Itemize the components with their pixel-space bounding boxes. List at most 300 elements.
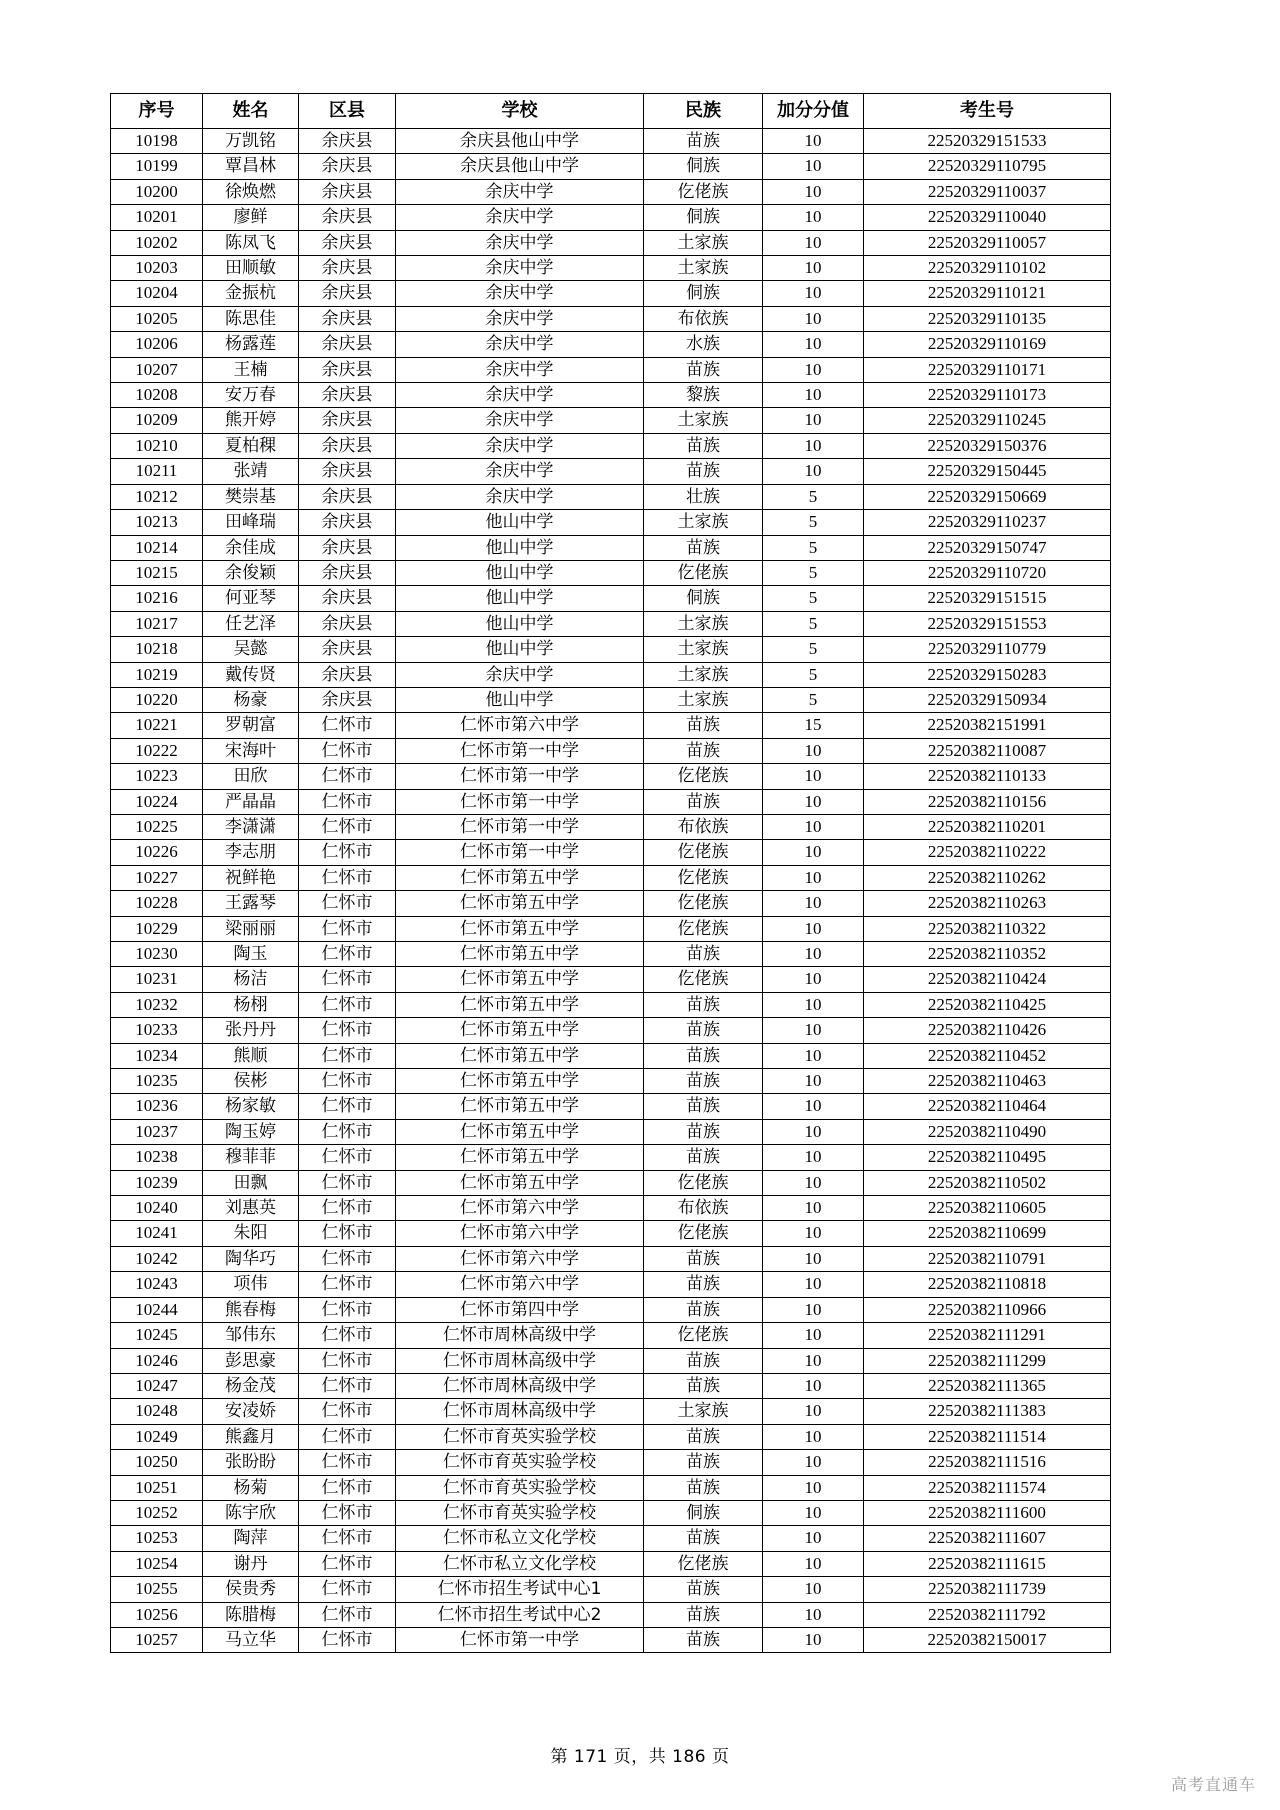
table-row [111, 1119, 1111, 1144]
cell-name: 李志朋 [203, 840, 299, 865]
cell-exam-number: 22520382111514 [864, 1424, 1111, 1449]
cell-school: 仁怀市第四中学 [396, 1297, 644, 1322]
table-row [111, 891, 1111, 916]
cell-bonus-score: 10 [763, 1297, 864, 1322]
cell-school: 余庆中学 [396, 230, 644, 255]
cell-district: 仁怀市 [299, 967, 396, 992]
cell-bonus-score: 10 [763, 179, 864, 204]
cell-district: 仁怀市 [299, 916, 396, 941]
cell-district: 仁怀市 [299, 1627, 396, 1652]
cell-ethnicity: 苗族 [644, 1475, 763, 1500]
cell-school: 他山中学 [396, 611, 644, 636]
cell-district: 仁怀市 [299, 942, 396, 967]
column-header-school: 学校 [396, 94, 644, 129]
roster-table [110, 93, 1111, 1653]
cell-exam-number: 22520382111516 [864, 1450, 1111, 1475]
cell-ethnicity: 布依族 [644, 1196, 763, 1221]
cell-district: 余庆县 [299, 281, 396, 306]
cell-seq: 10224 [111, 789, 203, 814]
cell-seq: 10244 [111, 1297, 203, 1322]
cell-ethnicity: 仡佬族 [644, 560, 763, 585]
cell-bonus-score: 10 [763, 967, 864, 992]
cell-school: 他山中学 [396, 560, 644, 585]
cell-bonus-score: 10 [763, 129, 864, 154]
cell-district: 仁怀市 [299, 1348, 396, 1373]
cell-bonus-score: 10 [763, 459, 864, 484]
cell-ethnicity: 仡佬族 [644, 1170, 763, 1195]
cell-ethnicity: 苗族 [644, 1119, 763, 1144]
cell-district: 余庆县 [299, 637, 396, 662]
cell-seq: 10231 [111, 967, 203, 992]
cell-exam-number: 22520382110156 [864, 789, 1111, 814]
cell-seq: 10246 [111, 1348, 203, 1373]
cell-name: 王楠 [203, 357, 299, 382]
cell-name: 熊鑫月 [203, 1424, 299, 1449]
cell-bonus-score: 10 [763, 1170, 864, 1195]
cell-name: 马立华 [203, 1627, 299, 1652]
cell-bonus-score: 10 [763, 1221, 864, 1246]
cell-bonus-score: 10 [763, 865, 864, 890]
cell-exam-number: 22520382110222 [864, 840, 1111, 865]
cell-school: 仁怀市第六中学 [396, 1246, 644, 1271]
cell-exam-number: 22520329151533 [864, 129, 1111, 154]
table-row [111, 1246, 1111, 1271]
cell-name: 田顺敏 [203, 256, 299, 281]
cell-name: 安万春 [203, 383, 299, 408]
cell-district: 余庆县 [299, 205, 396, 230]
cell-bonus-score: 10 [763, 916, 864, 941]
cell-exam-number: 22520329110237 [864, 510, 1111, 535]
table-row [111, 586, 1111, 611]
cell-school: 仁怀市招生考试中心2 [396, 1602, 644, 1627]
cell-bonus-score: 10 [763, 357, 864, 382]
table-row [111, 967, 1111, 992]
cell-seq: 10249 [111, 1424, 203, 1449]
cell-ethnicity: 土家族 [644, 230, 763, 255]
cell-school: 余庆中学 [396, 357, 644, 382]
cell-exam-number: 22520382111383 [864, 1399, 1111, 1424]
table-row [111, 154, 1111, 179]
cell-bonus-score: 10 [763, 1475, 864, 1500]
cell-school: 仁怀市周林高级中学 [396, 1323, 644, 1348]
cell-bonus-score: 10 [763, 814, 864, 839]
cell-exam-number: 22520329110037 [864, 179, 1111, 204]
cell-exam-number: 22520329150376 [864, 433, 1111, 458]
cell-seq: 10227 [111, 865, 203, 890]
cell-district: 余庆县 [299, 179, 396, 204]
cell-exam-number: 22520329150669 [864, 484, 1111, 509]
column-header-exam-number: 考生号 [864, 94, 1111, 129]
cell-name: 熊开婷 [203, 408, 299, 433]
cell-ethnicity: 壮族 [644, 484, 763, 509]
cell-name: 李潇潇 [203, 814, 299, 839]
cell-seq: 10242 [111, 1246, 203, 1271]
cell-school: 他山中学 [396, 687, 644, 712]
cell-ethnicity: 仡佬族 [644, 764, 763, 789]
cell-school: 他山中学 [396, 586, 644, 611]
cell-bonus-score: 10 [763, 1094, 864, 1119]
cell-school: 仁怀市第六中学 [396, 1272, 644, 1297]
cell-district: 余庆县 [299, 535, 396, 560]
cell-bonus-score: 10 [763, 1424, 864, 1449]
column-header-ethnicity: 民族 [644, 94, 763, 129]
cell-seq: 10228 [111, 891, 203, 916]
table-row [111, 256, 1111, 281]
cell-bonus-score: 10 [763, 891, 864, 916]
cell-ethnicity: 仡佬族 [644, 916, 763, 941]
cell-seq: 10206 [111, 332, 203, 357]
cell-bonus-score: 10 [763, 1577, 864, 1602]
cell-district: 余庆县 [299, 129, 396, 154]
table-row [111, 687, 1111, 712]
cell-ethnicity: 土家族 [644, 637, 763, 662]
cell-seq: 10230 [111, 942, 203, 967]
cell-name: 严晶晶 [203, 789, 299, 814]
cell-ethnicity: 苗族 [644, 1272, 763, 1297]
cell-school: 仁怀市第五中学 [396, 967, 644, 992]
cell-school: 仁怀市第五中学 [396, 916, 644, 941]
cell-exam-number: 22520329110040 [864, 205, 1111, 230]
cell-school: 他山中学 [396, 637, 644, 662]
cell-school: 仁怀市第一中学 [396, 814, 644, 839]
cell-exam-number: 22520382110133 [864, 764, 1111, 789]
cell-name: 陶华巧 [203, 1246, 299, 1271]
cell-name: 余佳成 [203, 535, 299, 560]
cell-name: 金振杭 [203, 281, 299, 306]
cell-ethnicity: 仡佬族 [644, 179, 763, 204]
cell-name: 樊崇基 [203, 484, 299, 509]
cell-ethnicity: 土家族 [644, 662, 763, 687]
cell-district: 仁怀市 [299, 789, 396, 814]
cell-bonus-score: 10 [763, 764, 864, 789]
cell-bonus-score: 10 [763, 230, 864, 255]
cell-seq: 10199 [111, 154, 203, 179]
table-body [111, 129, 1111, 1653]
cell-district: 仁怀市 [299, 1094, 396, 1119]
cell-school: 仁怀市第六中学 [396, 1196, 644, 1221]
cell-district: 仁怀市 [299, 1577, 396, 1602]
cell-exam-number: 22520382111607 [864, 1526, 1111, 1551]
cell-bonus-score: 10 [763, 1602, 864, 1627]
cell-bonus-score: 10 [763, 256, 864, 281]
cell-seq: 10236 [111, 1094, 203, 1119]
cell-name: 戴传贤 [203, 662, 299, 687]
table-row [111, 916, 1111, 941]
table-row [111, 1475, 1111, 1500]
cell-seq: 10203 [111, 256, 203, 281]
table-row [111, 1323, 1111, 1348]
cell-exam-number: 22520382110263 [864, 891, 1111, 916]
cell-exam-number: 22520329110779 [864, 637, 1111, 662]
column-header-district: 区县 [299, 94, 396, 129]
cell-bonus-score: 10 [763, 1018, 864, 1043]
cell-ethnicity: 苗族 [644, 713, 763, 738]
column-header-bonus-score: 加分分值 [763, 94, 864, 129]
cell-bonus-score: 5 [763, 662, 864, 687]
cell-district: 仁怀市 [299, 1246, 396, 1271]
cell-bonus-score: 5 [763, 611, 864, 636]
cell-seq: 10237 [111, 1119, 203, 1144]
cell-exam-number: 22520329150283 [864, 662, 1111, 687]
cell-bonus-score: 10 [763, 840, 864, 865]
cell-school: 仁怀市招生考试中心1 [396, 1577, 644, 1602]
cell-seq: 10248 [111, 1399, 203, 1424]
cell-name: 安凌娇 [203, 1399, 299, 1424]
table-row [111, 535, 1111, 560]
cell-name: 陶玉婷 [203, 1119, 299, 1144]
cell-ethnicity: 苗族 [644, 1018, 763, 1043]
cell-ethnicity: 布依族 [644, 814, 763, 839]
cell-exam-number: 22520382111299 [864, 1348, 1111, 1373]
cell-name: 何亚琴 [203, 586, 299, 611]
cell-school: 仁怀市第一中学 [396, 764, 644, 789]
cell-district: 仁怀市 [299, 1272, 396, 1297]
cell-school: 仁怀市第五中学 [396, 1043, 644, 1068]
cell-school: 仁怀市周林高级中学 [396, 1399, 644, 1424]
cell-seq: 10241 [111, 1221, 203, 1246]
cell-seq: 10202 [111, 230, 203, 255]
cell-exam-number: 22520382110452 [864, 1043, 1111, 1068]
cell-seq: 10256 [111, 1602, 203, 1627]
cell-seq: 10205 [111, 306, 203, 331]
cell-seq: 10257 [111, 1627, 203, 1652]
cell-exam-number: 22520329150934 [864, 687, 1111, 712]
table-row [111, 1500, 1111, 1525]
cell-district: 仁怀市 [299, 1297, 396, 1322]
table-row [111, 1348, 1111, 1373]
cell-school: 仁怀市育英实验学校 [396, 1475, 644, 1500]
cell-district: 仁怀市 [299, 891, 396, 916]
cell-exam-number: 22520382111574 [864, 1475, 1111, 1500]
table-row [111, 1043, 1111, 1068]
cell-seq: 10207 [111, 357, 203, 382]
cell-ethnicity: 侗族 [644, 281, 763, 306]
page-number-footer: 第 171 页，共 186 页 [550, 1747, 730, 1767]
cell-name: 田峰瑞 [203, 510, 299, 535]
cell-ethnicity: 苗族 [644, 1297, 763, 1322]
cell-name: 梁丽丽 [203, 916, 299, 941]
cell-exam-number: 22520382150017 [864, 1627, 1111, 1652]
cell-school: 余庆中学 [396, 408, 644, 433]
table-row [111, 408, 1111, 433]
cell-district: 仁怀市 [299, 738, 396, 763]
table-row [111, 205, 1111, 230]
cell-name: 徐焕燃 [203, 179, 299, 204]
cell-seq: 10211 [111, 459, 203, 484]
cell-seq: 10219 [111, 662, 203, 687]
cell-school: 仁怀市育英实验学校 [396, 1500, 644, 1525]
cell-name: 侯贵秀 [203, 1577, 299, 1602]
cell-school: 仁怀市第五中学 [396, 1119, 644, 1144]
cell-district: 余庆县 [299, 154, 396, 179]
cell-exam-number: 22520382110495 [864, 1145, 1111, 1170]
cell-ethnicity: 苗族 [644, 1627, 763, 1652]
cell-district: 余庆县 [299, 433, 396, 458]
cell-bonus-score: 10 [763, 1069, 864, 1094]
cell-school: 余庆中学 [396, 306, 644, 331]
cell-ethnicity: 水族 [644, 332, 763, 357]
cell-ethnicity: 苗族 [644, 433, 763, 458]
cell-seq: 10234 [111, 1043, 203, 1068]
cell-name: 罗朝富 [203, 713, 299, 738]
table-row [111, 1450, 1111, 1475]
cell-ethnicity: 苗族 [644, 1602, 763, 1627]
cell-bonus-score: 10 [763, 154, 864, 179]
cell-ethnicity: 仡佬族 [644, 967, 763, 992]
cell-seq: 10254 [111, 1551, 203, 1576]
cell-seq: 10250 [111, 1450, 203, 1475]
cell-school: 仁怀市私立文化学校 [396, 1526, 644, 1551]
cell-district: 仁怀市 [299, 1170, 396, 1195]
cell-seq: 10215 [111, 560, 203, 585]
table-row [111, 560, 1111, 585]
cell-school: 余庆中学 [396, 256, 644, 281]
cell-exam-number: 22520382110966 [864, 1297, 1111, 1322]
table-row [111, 1551, 1111, 1576]
table-row [111, 611, 1111, 636]
cell-ethnicity: 仡佬族 [644, 865, 763, 890]
table-row [111, 1069, 1111, 1094]
cell-name: 陈腊梅 [203, 1602, 299, 1627]
cell-exam-number: 22520382110605 [864, 1196, 1111, 1221]
column-header-seq: 序号 [111, 94, 203, 129]
table-row [111, 992, 1111, 1017]
cell-ethnicity: 苗族 [644, 1348, 763, 1373]
cell-district: 仁怀市 [299, 1018, 396, 1043]
cell-school: 余庆县他山中学 [396, 154, 644, 179]
cell-district: 余庆县 [299, 687, 396, 712]
cell-district: 仁怀市 [299, 1221, 396, 1246]
cell-bonus-score: 10 [763, 1526, 864, 1551]
cell-seq: 10217 [111, 611, 203, 636]
cell-ethnicity: 苗族 [644, 459, 763, 484]
table-row [111, 942, 1111, 967]
cell-exam-number: 22520382110352 [864, 942, 1111, 967]
cell-bonus-score: 10 [763, 1043, 864, 1068]
cell-ethnicity: 土家族 [644, 1399, 763, 1424]
cell-bonus-score: 10 [763, 992, 864, 1017]
cell-school: 他山中学 [396, 510, 644, 535]
cell-seq: 10233 [111, 1018, 203, 1043]
cell-district: 仁怀市 [299, 840, 396, 865]
cell-district: 仁怀市 [299, 713, 396, 738]
cell-seq: 10208 [111, 383, 203, 408]
cell-school: 仁怀市第一中学 [396, 1627, 644, 1652]
cell-district: 仁怀市 [299, 1145, 396, 1170]
cell-seq: 10255 [111, 1577, 203, 1602]
cell-bonus-score: 10 [763, 306, 864, 331]
cell-ethnicity: 仡佬族 [644, 1323, 763, 1348]
cell-school: 仁怀市周林高级中学 [396, 1373, 644, 1398]
cell-district: 余庆县 [299, 662, 396, 687]
cell-name: 彭思豪 [203, 1348, 299, 1373]
cell-exam-number: 22520329151515 [864, 586, 1111, 611]
cell-exam-number: 22520329110720 [864, 560, 1111, 585]
cell-district: 仁怀市 [299, 764, 396, 789]
cell-ethnicity: 土家族 [644, 408, 763, 433]
cell-seq: 10221 [111, 713, 203, 738]
cell-bonus-score: 5 [763, 510, 864, 535]
cell-district: 仁怀市 [299, 1551, 396, 1576]
cell-ethnicity: 侗族 [644, 205, 763, 230]
cell-district: 仁怀市 [299, 1424, 396, 1449]
cell-bonus-score: 5 [763, 687, 864, 712]
cell-name: 陶玉 [203, 942, 299, 967]
cell-seq: 10212 [111, 484, 203, 509]
cell-district: 余庆县 [299, 357, 396, 382]
cell-name: 杨金茂 [203, 1373, 299, 1398]
cell-ethnicity: 苗族 [644, 1450, 763, 1475]
cell-bonus-score: 10 [763, 1323, 864, 1348]
cell-seq: 10213 [111, 510, 203, 535]
cell-bonus-score: 10 [763, 1246, 864, 1271]
table-header [111, 94, 1111, 129]
cell-exam-number: 22520382151991 [864, 713, 1111, 738]
cell-name: 吴懿 [203, 637, 299, 662]
cell-school: 仁怀市第五中学 [396, 865, 644, 890]
table-row [111, 433, 1111, 458]
cell-exam-number: 22520382110322 [864, 916, 1111, 941]
cell-name: 杨洁 [203, 967, 299, 992]
cell-name: 陈思佳 [203, 306, 299, 331]
cell-exam-number: 22520382110791 [864, 1246, 1111, 1271]
table-row [111, 1272, 1111, 1297]
cell-ethnicity: 仡佬族 [644, 1551, 763, 1576]
cell-school: 余庆中学 [396, 459, 644, 484]
cell-ethnicity: 苗族 [644, 129, 763, 154]
table-row [111, 1196, 1111, 1221]
cell-seq: 10251 [111, 1475, 203, 1500]
cell-school: 仁怀市第五中学 [396, 942, 644, 967]
table-row [111, 281, 1111, 306]
cell-name: 朱阳 [203, 1221, 299, 1246]
watermark-label: 高考直通车 [1170, 1775, 1256, 1794]
cell-bonus-score: 10 [763, 1348, 864, 1373]
cell-exam-number: 22520329110102 [864, 256, 1111, 281]
cell-name: 田欣 [203, 764, 299, 789]
cell-bonus-score: 10 [763, 1450, 864, 1475]
cell-seq: 10239 [111, 1170, 203, 1195]
cell-bonus-score: 5 [763, 560, 864, 585]
cell-exam-number: 22520382111739 [864, 1577, 1111, 1602]
cell-name: 廖鲜 [203, 205, 299, 230]
cell-exam-number: 22520329110057 [864, 230, 1111, 255]
cell-school: 仁怀市第五中学 [396, 1018, 644, 1043]
cell-seq: 10253 [111, 1526, 203, 1551]
cell-name: 夏柏稞 [203, 433, 299, 458]
cell-school: 余庆中学 [396, 433, 644, 458]
cell-seq: 10232 [111, 992, 203, 1017]
table-row [111, 1094, 1111, 1119]
table-row [111, 332, 1111, 357]
table-row [111, 1602, 1111, 1627]
cell-name: 杨家敏 [203, 1094, 299, 1119]
cell-exam-number: 22520329151553 [864, 611, 1111, 636]
cell-district: 仁怀市 [299, 814, 396, 839]
cell-bonus-score: 10 [763, 1272, 864, 1297]
cell-ethnicity: 仡佬族 [644, 840, 763, 865]
cell-ethnicity: 苗族 [644, 1246, 763, 1271]
cell-seq: 10238 [111, 1145, 203, 1170]
cell-ethnicity: 苗族 [644, 1526, 763, 1551]
cell-exam-number: 22520382110262 [864, 865, 1111, 890]
cell-school: 仁怀市第五中学 [396, 992, 644, 1017]
cell-ethnicity: 土家族 [644, 687, 763, 712]
cell-seq: 10214 [111, 535, 203, 560]
table-row [111, 738, 1111, 763]
table-row [111, 179, 1111, 204]
cell-district: 余庆县 [299, 383, 396, 408]
